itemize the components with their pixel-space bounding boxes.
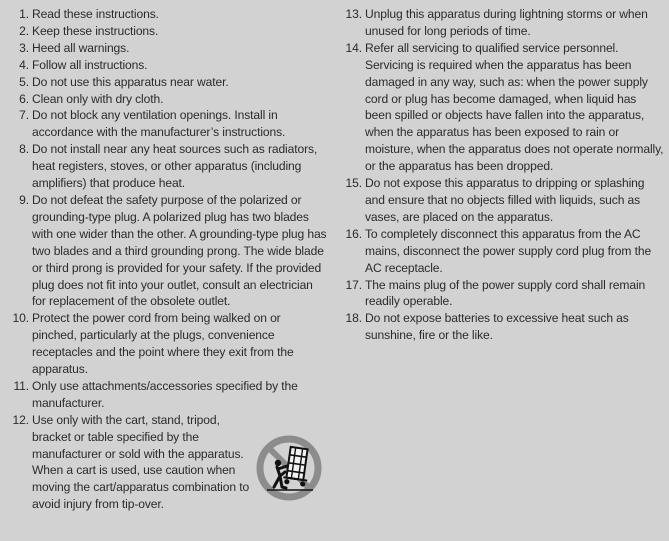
instruction-item-10: 10. Protect the power cord from being walked on or pinched, particularly at the plugs, convenience receptacles and the point where they exit from the apparatus. [12,311,294,377]
instruction-item-12: 12. Use only with the cart, stand, tripod, bracket or table specified by the manufacturer or sold with the apparatus. When a cart is used, use caution when moving the cart/apparatus combination to avoid injury from tip-over. [12,412,250,512]
instruction-item-1: 1. Read these instructions. [19,7,159,21]
instruction-item-17: 17. The mains plug of the power supply cord shall remain readily operable. [345,277,646,309]
instruction-item-4: 4. Follow all instructions. [19,57,148,72]
instruction-item-11: 11. Only use attachments/accessories specified by the manufacturer. [13,378,298,410]
instruction-item-16: 16. To completely disconnect this apparatus from the AC mains, disconnect the power supply cord plug from the AC receptacle. [345,226,652,275]
instruction-item-7: 7. Do not block any ventilation openings. Install in accordance with the manufacturer’s instructions. [19,108,286,140]
instruction-item-5: 5. Do not use this apparatus near water. [19,74,229,89]
instruction-item-15: 15. Do not expose this apparatus to dripping or splashing and ensure that no objects filled with liquids, such as vases, are placed on the apparatus. [345,176,645,224]
instruction-item-2: 2. Keep these instructions. [19,23,159,38]
right-column [343,6,665,344]
instruction-item-13: 13. Unplug this apparatus during lightning storms or when unused for long periods of time. [345,7,648,38]
instruction-item-14: 14. Refer all servicing to qualified service personnel. Servicing is required when the apparatus has been damaged in any way, such as: when the power supply cord or plug has become damaged, when liquid has been spilled or objects have fallen into the apparatus, when the apparatus has been exposed to rain or moisture, when the apparatus does not operate normally, or the apparatus has been dropped. [345,40,664,174]
instruction-list-right [343,6,665,344]
instruction-item-3: 3. Heed all warnings. [19,40,130,55]
cart-tip-over-warning-icon [253,435,325,501]
instruction-item-18: 18. Do not expose batteries to excessive heat such as sunshine, fire or the like. [345,311,629,343]
instruction-item-9: 9. Do not defeat the safety purpose of the polarized or grounding-type plug. A polarized plug has two blades with one wider than the other. A grounding-type plug has two blades and a third grounding prong. The wide blade or third prong is provided for your safety. If the provided plug does not fit into your outlet, consult an electrician for replacement of the obsolete outlet. [19,192,327,309]
instruction-item-8: 8. Do not install near any heat sources such as radiators, heat registers, stoves, or other apparatus (including amplifiers) that produce heat. [19,142,318,191]
instruction-item-6: 6. Clean only with dry cloth. [19,91,164,106]
